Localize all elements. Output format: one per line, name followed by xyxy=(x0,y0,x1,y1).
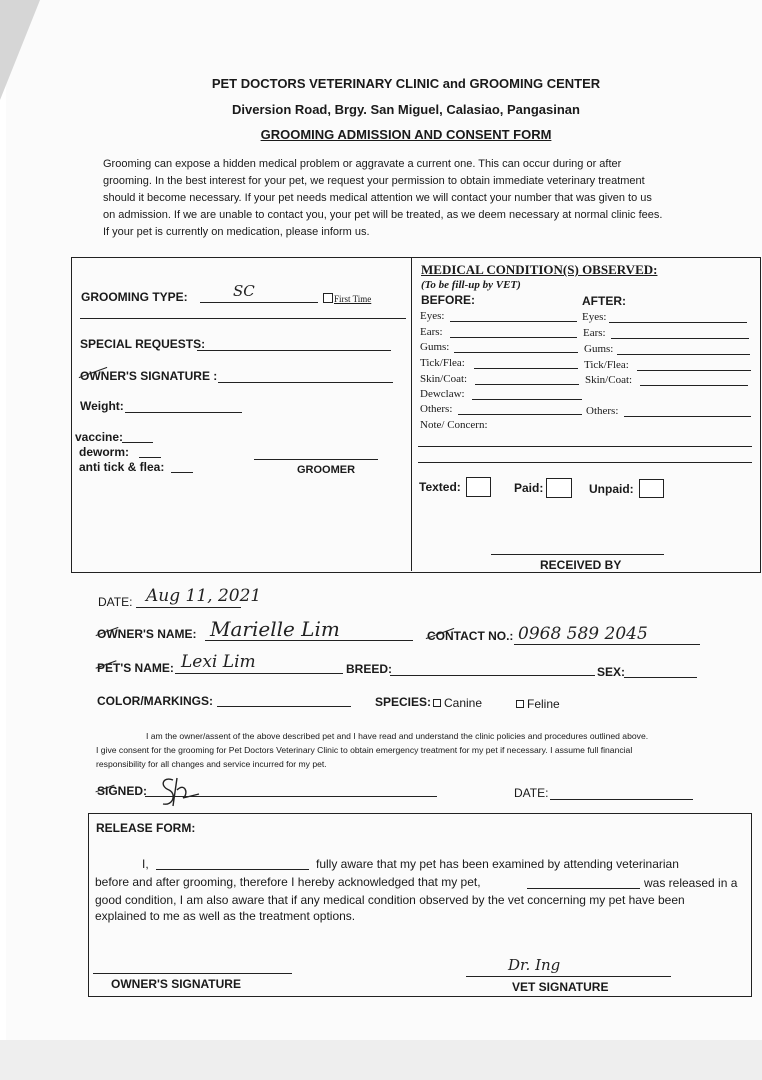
pets-name-field[interactable] xyxy=(175,673,343,674)
date-value: Aug 11, 2021 xyxy=(146,586,262,606)
scan-margin xyxy=(0,1040,762,1080)
owner-signature-label: OWNER'S SIGNATURE xyxy=(111,977,241,991)
vet-signature-line[interactable] xyxy=(466,976,671,977)
antitick-field[interactable] xyxy=(171,472,193,473)
before-tickflea-field[interactable] xyxy=(474,368,578,369)
before-others-field[interactable] xyxy=(458,414,582,415)
note-concern-label: Note/ Concern: xyxy=(420,419,488,431)
consent-line: I give consent for the grooming for Pet Doctors Veterinary Clinic to obtain emergency treatment for my pet if necessary. I assume full financial xyxy=(96,745,633,755)
before-skincoat-label: Skin/Coat: xyxy=(420,373,468,385)
antitick-label: anti tick & flea: xyxy=(79,460,165,474)
after-eyes-field[interactable] xyxy=(609,322,747,323)
species-label: SPECIES: xyxy=(375,695,432,709)
grooming-type-label: GROOMING TYPE: xyxy=(81,290,188,304)
intro-paragraph xyxy=(103,156,723,241)
color-markings-label: COLOR/MARKINGS: xyxy=(97,694,213,708)
intro-line: grooming. In the best interest for your pet, we request your permission to obtain immediate veterinary treatment xyxy=(103,175,645,187)
weight-label: Weight: xyxy=(80,399,124,413)
weight-field[interactable] xyxy=(125,412,242,413)
pets-name-label: PET'S NAME: xyxy=(97,661,174,675)
release-line2-b: was released in a xyxy=(644,876,738,890)
intro-line: If your pet is currently on medication, please inform us. xyxy=(103,226,370,238)
unpaid-label: Unpaid: xyxy=(589,482,634,496)
groomer-signature-line[interactable] xyxy=(254,459,378,460)
signed-label: SIGNED: xyxy=(97,784,148,798)
contact-value: 0968 589 2045 xyxy=(518,624,648,644)
owners-name-value: Marielle Lim xyxy=(210,617,340,641)
vet-signature-label: VET SIGNATURE xyxy=(512,980,609,994)
before-skincoat-field[interactable] xyxy=(475,384,579,385)
received-by-label: RECEIVED BY xyxy=(540,558,622,572)
first-time-checkbox[interactable] xyxy=(323,293,333,303)
vaccine-field[interactable] xyxy=(122,442,153,443)
before-tickflea-label: Tick/Flea: xyxy=(420,357,465,369)
owners-signature-label: OWNER'S SIGNATURE : xyxy=(80,369,218,383)
texted-label: Texted: xyxy=(419,480,461,494)
consent-paragraph xyxy=(96,729,716,771)
canine-checkbox[interactable] xyxy=(433,699,441,707)
before-dewclaw-label: Dewclaw: xyxy=(420,388,465,400)
owners-signature-field[interactable] xyxy=(218,382,393,383)
contact-label: CONTACT NO.: xyxy=(427,629,514,643)
first-time-label: First Time xyxy=(334,294,372,304)
note-line-1[interactable] xyxy=(418,446,752,447)
after-others-label: Others: xyxy=(586,405,619,417)
consent-line: I am the owner/assent of the above described pet and I have read and understand the clinic policies and procedures outlined above. xyxy=(146,731,649,741)
sex-label: SEX: xyxy=(597,665,626,679)
intro-line: on admission. If we are unable to contact you, your pet will be treated, as we deem necessary at normal clinic fees. xyxy=(103,209,663,221)
pets-name-value: Lexi Lim xyxy=(181,652,256,672)
release-i-label: I, xyxy=(142,857,149,871)
signed-date-label: DATE: xyxy=(514,786,549,800)
intro-line: Grooming can expose a hidden medical problem or aggravate a current one. This can occur during or after xyxy=(103,158,622,170)
after-ears-field[interactable] xyxy=(611,338,749,339)
feline-label: Feline xyxy=(527,697,560,711)
clinic-name: PET DOCTORS VETERINARY CLINIC and GROOMING CENTER xyxy=(211,76,601,91)
form-title: GROOMING ADMISSION AND CONSENT FORM xyxy=(260,127,552,142)
deworm-label: deworm: xyxy=(79,445,130,459)
date-field[interactable] xyxy=(136,607,241,608)
owners-name-label: OWNER'S NAME: xyxy=(97,627,197,641)
owner-signature-line[interactable] xyxy=(93,973,292,974)
consent-line: responsibility for all changes and service incurred for my pet. xyxy=(96,759,327,769)
before-ears-field[interactable] xyxy=(450,337,577,338)
after-skincoat-field[interactable] xyxy=(640,385,748,386)
after-tickflea-field[interactable] xyxy=(637,370,751,371)
paid-label: Paid: xyxy=(514,481,544,495)
release-line2-a: before and after grooming, therefore I hereby acknowledged that my pet, xyxy=(95,875,481,889)
panel-divider xyxy=(411,258,412,571)
grooming-type-extra-line[interactable] xyxy=(80,318,406,319)
before-dewclaw-field[interactable] xyxy=(472,399,582,400)
date-label: DATE: xyxy=(98,595,133,609)
release-line1: fully aware that my pet has been examined by attending veterinarian xyxy=(316,857,679,871)
texted-checkbox[interactable] xyxy=(466,477,491,497)
vaccine-label: vaccine: xyxy=(75,430,124,444)
medical-title: MEDICAL CONDITION(S) OBSERVED: xyxy=(421,262,658,277)
intro-line: should it become necessary. If your pet needs medical attention we will contact your number that was given to us xyxy=(103,192,652,204)
breed-field[interactable] xyxy=(390,675,595,676)
before-ears-label: Ears: xyxy=(420,326,443,338)
before-eyes-field[interactable] xyxy=(450,321,577,322)
release-line4: explained to me as well as the treatment options. xyxy=(95,909,356,923)
after-gums-label: Gums: xyxy=(584,343,614,355)
paid-checkbox[interactable] xyxy=(546,478,572,498)
release-line3: good condition, I am also aware that if any medical condition observed by the vet concerning my pet have been xyxy=(95,893,685,907)
before-others-label: Others: xyxy=(420,403,453,415)
before-eyes-label: Eyes: xyxy=(420,310,445,322)
before-gums-label: Gums: xyxy=(420,341,450,353)
received-by-line[interactable] xyxy=(491,554,664,555)
canine-label: Canine xyxy=(444,696,483,710)
after-ears-label: Ears: xyxy=(583,327,606,339)
breed-label: BREED: xyxy=(346,662,393,676)
before-label: BEFORE: xyxy=(421,293,475,307)
grooming-type-field[interactable] xyxy=(200,302,318,303)
clinic-address: Diversion Road, Brgy. San Miguel, Calasiao, Pangasinan xyxy=(232,102,580,117)
unpaid-checkbox[interactable] xyxy=(639,479,664,498)
after-eyes-label: Eyes: xyxy=(582,311,607,323)
release-title: RELEASE FORM: xyxy=(96,821,196,835)
color-markings-field[interactable] xyxy=(217,706,351,707)
after-others-field[interactable] xyxy=(624,416,751,417)
release-name-field[interactable] xyxy=(156,869,309,870)
admission-box xyxy=(71,257,761,573)
release-pet-field[interactable] xyxy=(527,888,640,889)
special-requests-field[interactable] xyxy=(197,350,391,351)
before-gums-field[interactable] xyxy=(454,352,578,353)
groomer-label: GROOMER xyxy=(297,464,356,476)
after-gums-field[interactable] xyxy=(617,354,750,355)
medical-subtitle: (To be fill-up by VET) xyxy=(421,279,521,291)
deworm-field[interactable] xyxy=(139,457,161,458)
sex-field[interactable] xyxy=(624,677,697,678)
after-label: AFTER: xyxy=(582,294,626,308)
owner-signature-scribble xyxy=(155,772,215,812)
contact-field[interactable] xyxy=(514,644,700,645)
signed-date-field[interactable] xyxy=(550,799,693,800)
after-skincoat-label: Skin/Coat: xyxy=(585,374,633,386)
vet-signature-value: Dr. Ing xyxy=(508,956,561,974)
note-line-2[interactable] xyxy=(418,462,752,463)
feline-checkbox[interactable] xyxy=(516,700,524,708)
grooming-type-value: SC xyxy=(233,282,255,300)
special-requests-label: SPECIAL REQUESTS: xyxy=(80,337,206,351)
after-tickflea-label: Tick/Flea: xyxy=(584,359,629,371)
